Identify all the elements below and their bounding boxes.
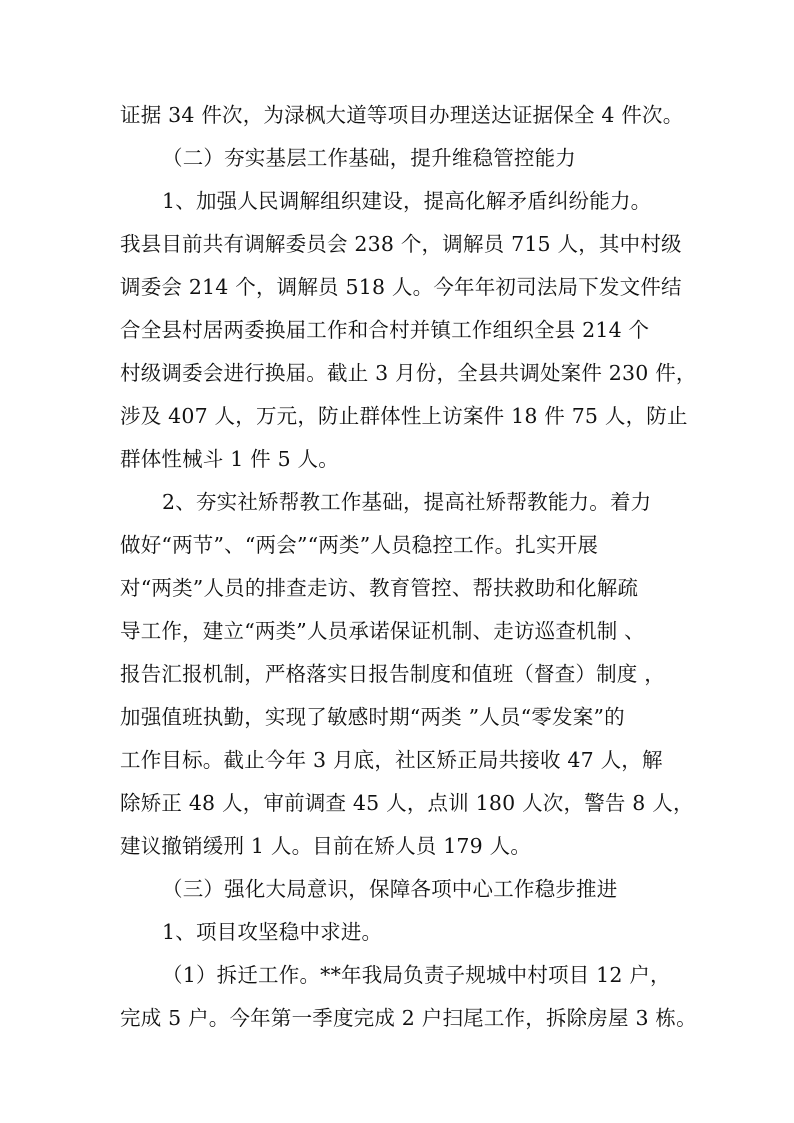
text-line: 合全县村居两委换届工作和合村并镇工作组织全县 214 个 <box>120 318 650 342</box>
text-line: 加强值班执勤，实现了敏感时期“两类 ”人员“零发案”的 <box>120 705 625 729</box>
subsection-heading: 1、项目攻坚稳中求进。 <box>162 920 383 944</box>
text-line: 证据 34 件次，为渌枫大道等项目办理送达证据保全 4 件次。 <box>120 103 684 127</box>
item-heading: （1）拆迁工作。**年我局负责子规城中村项目 12 户， <box>162 963 671 987</box>
section-heading: （二）夯实基层工作基础，提升维稳管控能力 <box>162 146 576 170</box>
text-line: 对“两类”人员的排查走访、教育管控、帮扶救助和化解疏 <box>120 576 639 600</box>
text-line: 村级调委会进行换届。截止 3 月份，全县共调处案件 230 件， <box>120 361 697 385</box>
text-line: 工作目标。截止今年 3 月底，社区矫正局共接收 47 人，解 <box>120 748 663 772</box>
subsection-heading: 1、加强人民调解组织建设，提高化解矛盾纠纷能力。 <box>162 189 652 213</box>
text-line: 做好“两节”、“两会”“两类”人员稳控工作。扎实开展 <box>120 533 599 557</box>
subsection-heading: 2、夯实社矫帮教工作基础，提高社矫帮教能力。着力 <box>162 490 652 514</box>
text-line: 涉及 407 人，万元，防止群体性上访案件 18 件 75 人，防止 <box>120 404 688 428</box>
text-line: 我县目前共有调解委员会 238 个，调解员 715 人，其中村级 <box>120 232 682 256</box>
text-line: 完成 5 户。今年第一季度完成 2 户扫尾工作，拆除房屋 3 栋。 <box>120 1006 697 1030</box>
text-line: 导工作，建立“两类”人员承诺保证机制、走访巡查机制 、 <box>120 619 645 643</box>
text-line: 建议撤销缓刑 1 人。目前在矫人员 179 人。 <box>120 834 532 858</box>
text-line: 群体性械斗 1 件 5 人。 <box>120 447 339 471</box>
text-line: 报告汇报机制，严格落实日报告制度和值班（督查）制度 ， <box>120 662 665 686</box>
text-line: 调委会 214 个，调解员 518 人。今年年初司法局下发文件结 <box>120 275 682 299</box>
text-line: 除矫正 48 人，审前调查 45 人，点训 180 人次，警告 8 人， <box>120 791 694 815</box>
section-heading: （三）强化大局意识，保障各项中心工作稳步推进 <box>162 877 618 901</box>
